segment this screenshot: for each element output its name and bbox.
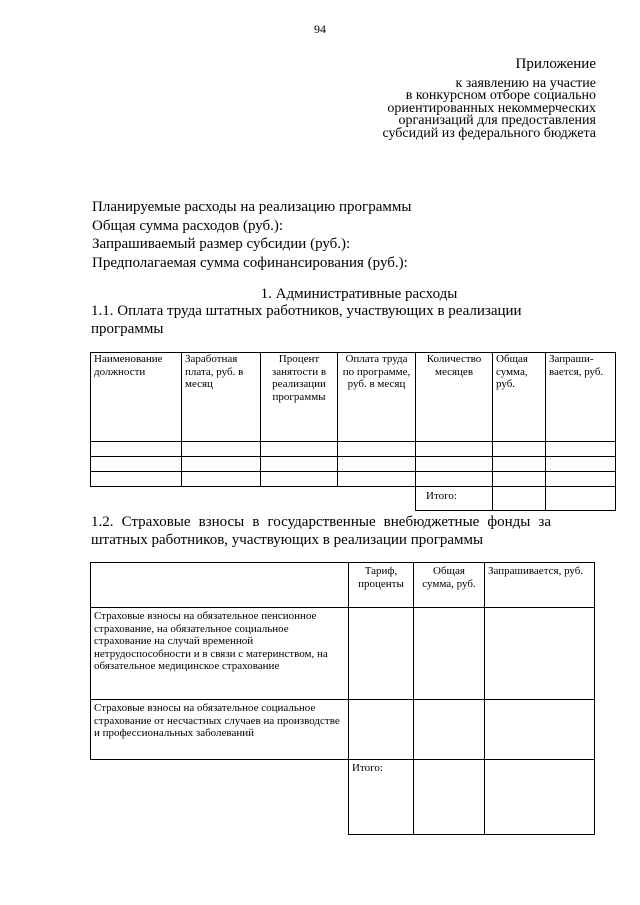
appendix-block	[382, 58, 596, 140]
header-cell: Запрашивается, руб.	[485, 563, 595, 608]
header-cell: Заработная плата, руб. в месяц	[182, 353, 261, 442]
total-expenses-label: Общая сумма расходов (руб.):	[92, 217, 284, 234]
table-total-row	[91, 760, 595, 835]
table-row	[91, 608, 595, 700]
table-cell	[261, 442, 338, 457]
requested-subsidy-label: Запрашиваемый размер субсидии (руб.):	[92, 236, 351, 252]
table-cell	[546, 457, 616, 472]
appendix-line: в конкурсном отборе социально	[405, 88, 596, 103]
row-label: Страховые взносы на обязательное пенсионное страхование, на обязательное социальное страхование на случай временной нетрудоспособности и в связи с материнством, на обязательное медицинское страхование	[91, 608, 349, 700]
table-row	[91, 700, 595, 760]
table-cell	[485, 760, 595, 835]
table-cell	[414, 608, 485, 700]
table-cell	[349, 608, 414, 700]
expense-summary	[92, 198, 411, 272]
appendix-title: Приложение	[515, 56, 596, 72]
table-cell	[416, 442, 493, 457]
subsection-1-1-title: 1.1. Оплата труда штатных работников, участвующих в реализации программы	[91, 303, 522, 337]
header-cell: Количество месяцев	[416, 353, 493, 442]
table-cell	[182, 457, 261, 472]
table-header-row	[91, 563, 595, 608]
table-cell	[414, 760, 485, 835]
table-cell	[485, 700, 595, 760]
table-cell	[91, 442, 182, 457]
header-cell: Общая сумма, руб.	[414, 563, 485, 608]
table-cell	[91, 457, 182, 472]
cofinancing-label: Предполагаемая сумма софинансирования (руб.):	[92, 254, 408, 271]
table-cell	[493, 487, 546, 511]
table-cell	[416, 472, 493, 487]
table-cell	[182, 442, 261, 457]
total-label: Итого:	[349, 760, 414, 835]
appendix-line: к заявлению на участие	[455, 75, 596, 91]
table-row	[91, 442, 616, 457]
table-cell	[91, 472, 182, 487]
appendix-line: ориентированных некоммерческих	[387, 100, 596, 116]
table-cell	[485, 608, 595, 700]
header-cell: Общая сумма, руб.	[493, 353, 546, 442]
table-cell	[493, 457, 546, 472]
header-cell: Тариф, проценты	[349, 563, 414, 608]
table-cell	[546, 487, 616, 511]
summary-heading: Планируемые расходы на реализацию программы	[92, 199, 412, 215]
subsection-1-2-title: 1.2. Страховые взносы в государственные внебюджетные фонды за штатных работников, участвующих в реализации программы	[91, 514, 551, 548]
header-cell: Процент занятости в реализации программы	[261, 353, 338, 442]
header-cell: Наименование должности	[91, 353, 182, 442]
total-label: Итого:	[416, 487, 493, 511]
table-cell	[338, 442, 416, 457]
table-cell	[338, 457, 416, 472]
table-cell	[182, 472, 261, 487]
table-cell	[261, 472, 338, 487]
appendix-line: организаций для предоставления	[398, 113, 596, 128]
table-row	[91, 457, 616, 472]
table-cell	[493, 442, 546, 457]
staff-salary-table	[90, 352, 616, 511]
table-cell	[416, 457, 493, 472]
appendix-line: субсидий из федерального бюджета	[382, 125, 596, 141]
header-cell: Запраши-вается, руб.	[546, 353, 616, 442]
row-label: Страховые взносы на обязательное социальное страхование от несчастных случаев на производстве и профессиональных заболеваний	[91, 700, 349, 760]
table-cell	[546, 472, 616, 487]
header-cell	[91, 563, 349, 608]
table-cell	[493, 472, 546, 487]
table-cell	[338, 472, 416, 487]
header-cell: Оплата труда по программе, руб. в месяц	[338, 353, 416, 442]
insurance-contributions-table	[90, 562, 595, 835]
table-cell	[414, 700, 485, 760]
table-header-row	[91, 353, 616, 442]
table-cell	[546, 442, 616, 457]
table-cell	[261, 457, 338, 472]
table-total-row	[91, 487, 616, 511]
table-row	[91, 472, 616, 487]
section-title: 1. Административные расходы	[260, 286, 458, 302]
page-number: 94	[314, 22, 326, 36]
table-cell	[349, 700, 414, 760]
